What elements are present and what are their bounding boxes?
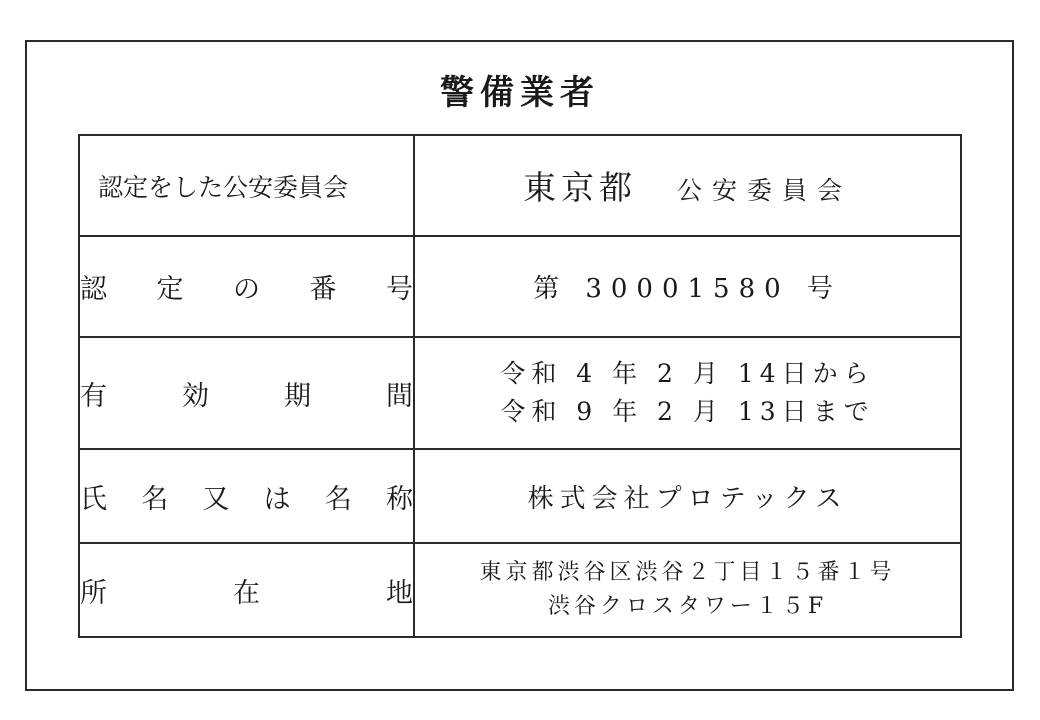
row-company-name <box>79 449 961 543</box>
value-prefecture: 東京都 <box>522 168 637 207</box>
label-company-name: 氏名又は名称 <box>79 449 414 543</box>
label-validity-period: 有効期間 <box>79 337 414 449</box>
label-cert-number: 認定の番号 <box>79 236 414 337</box>
value-validity-period <box>414 337 961 449</box>
value-cert-number: 第 30001580 号 <box>414 236 961 337</box>
value-commission-body: 公安委員会 <box>676 176 852 205</box>
validity-end: 令和 9 年 2 月 13日まで <box>500 397 875 426</box>
security-business-table <box>78 134 962 638</box>
label-address: 所在地 <box>79 543 414 637</box>
label-certifying-commission: 認定をした公安委員会 <box>79 135 414 236</box>
row-cert-number <box>79 236 961 337</box>
value-address <box>414 543 961 637</box>
address-line-1: 東京都渋谷区渋谷２丁目１５番１号 <box>479 560 896 585</box>
row-commission <box>79 135 961 236</box>
row-address <box>79 543 961 637</box>
validity-start: 令和 4 年 2 月 14日から <box>500 359 875 388</box>
document-title: 警備業者 <box>440 72 600 113</box>
value-company-name: 株式会社プロテックス <box>414 449 961 543</box>
address-line-2: 渋谷クロスタワー１５F <box>547 594 828 619</box>
value-certifying-commission <box>414 135 961 236</box>
row-validity-period <box>79 337 961 449</box>
